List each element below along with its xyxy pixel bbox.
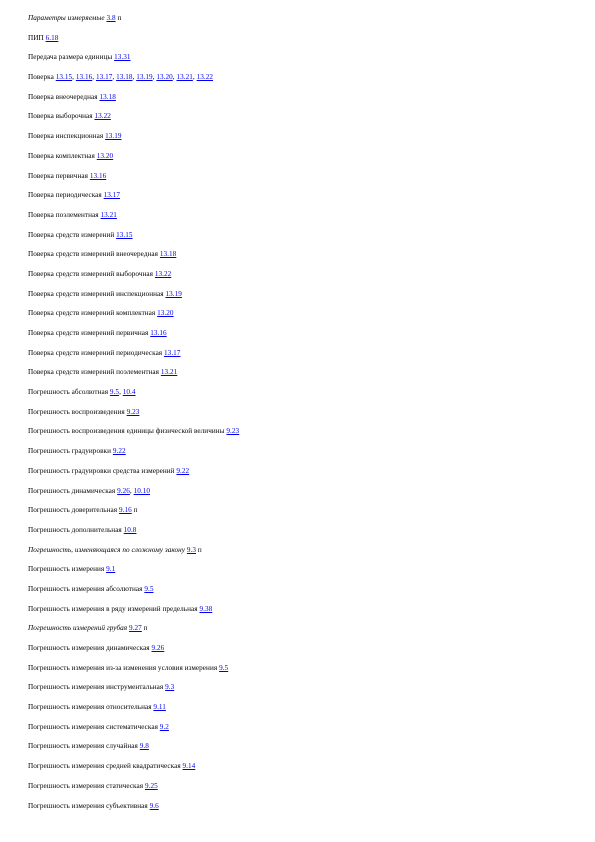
section-ref-link[interactable]: 13.16 [75, 73, 93, 82]
index-term: Погрешность измерения средней квадратическая [28, 762, 181, 771]
index-term: Погрешность измерения относительная [28, 703, 152, 712]
index-entry [28, 427, 588, 447]
section-ref-link[interactable]: 10.4 [122, 388, 136, 397]
section-ref-link[interactable]: 13.17 [164, 348, 181, 357]
section-ref-link[interactable]: 9.1 [106, 565, 116, 574]
index-entry [28, 73, 588, 93]
ref-separator: , [119, 388, 123, 397]
index-term: Передача размера единицы [28, 53, 113, 62]
index-term: Поверка средств измерений комплектная [28, 309, 156, 318]
index-term: Погрешность измерения случайная [28, 742, 138, 751]
index-term: Погрешность измерений грубая [28, 624, 128, 633]
index-entry [28, 585, 588, 605]
note-marker: п [141, 624, 148, 633]
index-entry [28, 132, 588, 152]
index-entry [28, 34, 588, 54]
index-entry [28, 329, 588, 349]
index-entry [28, 93, 588, 113]
section-ref-link[interactable]: 9.22 [112, 447, 126, 456]
index-term: Поверка первичная [28, 171, 88, 180]
section-ref-link[interactable]: 13.18 [159, 250, 177, 259]
index-entry [28, 526, 588, 546]
section-ref-link[interactable]: 13.20 [156, 73, 173, 82]
section-ref-link[interactable]: 9.3 [165, 683, 175, 692]
index-term: Поверка средств измерений периодическая [28, 348, 163, 357]
index-entry [28, 447, 588, 467]
index-entry [28, 250, 588, 270]
section-ref-link[interactable]: 13.18 [99, 92, 116, 101]
index-term: Погрешность измерения [28, 565, 105, 574]
index-entry [28, 565, 588, 585]
section-ref-link[interactable]: 9.8 [139, 742, 149, 751]
section-ref-link[interactable]: 9.38 [199, 604, 213, 613]
index-term: Погрешность измерения динамическая [28, 644, 150, 652]
index-entry [28, 172, 588, 192]
index-term: Параметры измеряемые [28, 14, 105, 22]
index-term: Поверка [28, 73, 54, 82]
index-entry [28, 487, 588, 507]
index-term: Погрешность доверительная [28, 506, 118, 515]
section-ref-link[interactable]: 9.26 [117, 486, 130, 495]
note-marker: п [115, 14, 122, 22]
section-ref-link[interactable]: 9.27 [129, 624, 142, 633]
index-term: Погрешность измерения статическая [28, 781, 144, 790]
index-entry [28, 191, 588, 211]
section-ref-link[interactable]: 9.16 [118, 506, 132, 515]
ref-separator: , [172, 73, 177, 82]
index-term: Погрешность измерения субъективная [28, 801, 148, 810]
section-ref-link[interactable]: 13.19 [136, 73, 153, 82]
index-entry [28, 211, 588, 231]
index-term: Поверка средств измерений поэлементная [28, 368, 160, 377]
section-ref-link[interactable]: 13.15 [116, 230, 133, 239]
index-entry [28, 742, 588, 762]
index-term: Погрешность измерения абсолютная [28, 584, 143, 593]
section-ref-link[interactable]: 13.15 [55, 73, 73, 82]
term-index-list [28, 14, 588, 821]
section-ref-link[interactable]: 10.10 [133, 486, 151, 495]
index-term: Поверка внеочередная [28, 92, 98, 101]
section-ref-link[interactable]: 9.11 [153, 703, 166, 712]
index-term: Погрешность воспроизведения [28, 407, 125, 416]
index-term: Поверка средств измерений выборочная [28, 269, 154, 278]
section-ref-link[interactable]: 13.19 [165, 289, 182, 298]
section-ref-link[interactable]: 13.20 [96, 151, 114, 160]
section-ref-link[interactable]: 9.23 [126, 407, 140, 416]
ref-separator: , [132, 73, 137, 82]
section-ref-link[interactable]: 9.5 [109, 388, 120, 397]
section-ref-link[interactable]: 9.3 [186, 545, 197, 554]
section-ref-link[interactable]: 9.6 [149, 801, 159, 810]
index-term: Погрешность динамическая [28, 486, 116, 495]
section-ref-link[interactable]: 13.20 [157, 309, 174, 318]
section-ref-link[interactable]: 6.18 [45, 33, 59, 42]
section-ref-link[interactable]: 13.21 [100, 210, 117, 219]
index-term: Поверка средств измерений внеочередная [28, 250, 159, 259]
index-term: Погрешность, изменяющаяся по сложному закону [28, 545, 186, 554]
note-marker: п [131, 506, 138, 515]
index-entry [28, 270, 588, 290]
ref-separator: , [112, 73, 117, 82]
section-ref-link[interactable]: 10.8 [123, 525, 137, 534]
index-term: Поверка комплектная [28, 151, 95, 160]
index-entry [28, 605, 588, 625]
index-entry [28, 290, 588, 310]
index-entry [28, 14, 588, 34]
index-term: Поверка средств измерений инспекционная [28, 289, 164, 298]
index-term: Поверка средств измерений первичная [28, 329, 149, 337]
index-term: Погрешность градуировки средства измерений [28, 466, 175, 475]
section-ref-link[interactable]: 9.5 [219, 663, 229, 672]
index-term: ПИП [28, 33, 44, 42]
index-term: Погрешность измерения инструментальная [28, 683, 164, 692]
index-entry [28, 467, 588, 487]
index-entry [28, 349, 588, 369]
index-term: Погрешность измерения в ряду измерений предельная [28, 604, 198, 613]
section-ref-link[interactable]: 13.17 [95, 73, 113, 82]
index-entry [28, 388, 588, 408]
index-term: Поверка средств измерений [28, 230, 115, 239]
section-ref-link[interactable]: 13.18 [116, 73, 133, 82]
section-ref-link[interactable]: 13.22 [154, 269, 172, 278]
index-term: Погрешность градуировки [28, 447, 111, 456]
index-term: Погрешность абсолютная [28, 388, 109, 397]
index-term: Поверка выборочная [28, 112, 93, 121]
index-term: Погрешность дополнительная [28, 525, 122, 534]
index-entry [28, 703, 588, 723]
index-term: Поверка периодическая [28, 191, 102, 200]
index-entry [28, 802, 588, 822]
index-entry [28, 368, 588, 388]
section-ref-link[interactable]: 13.22 [196, 73, 213, 82]
section-ref-link[interactable]: 13.21 [160, 368, 178, 377]
ref-separator: , [192, 73, 197, 82]
index-entry [28, 152, 588, 172]
section-ref-link[interactable]: 13.16 [89, 171, 107, 180]
section-ref-link[interactable]: 13.17 [103, 191, 121, 200]
section-ref-link[interactable]: 9.5 [144, 584, 154, 593]
section-ref-link[interactable]: 3.8 [106, 14, 116, 22]
index-term: Погрешность воспроизведения единицы физической величины [28, 427, 225, 436]
section-ref-link[interactable]: 13.31 [114, 53, 131, 62]
section-ref-link[interactable]: 9.26 [151, 644, 165, 652]
section-ref-link[interactable]: 9.2 [159, 722, 169, 731]
section-ref-link[interactable]: 13.16 [150, 329, 167, 337]
index-entry [28, 782, 588, 802]
index-entry [28, 624, 588, 644]
section-ref-link[interactable]: 9.23 [226, 427, 240, 436]
ref-separator: , [92, 73, 96, 82]
index-entry [28, 546, 588, 566]
ref-separator: , [129, 486, 134, 495]
index-term: Поверка инспекционная [28, 132, 104, 141]
index-entry [28, 723, 588, 743]
index-entry [28, 664, 588, 684]
index-entry [28, 231, 588, 251]
index-entry [28, 53, 588, 73]
index-entry [28, 408, 588, 428]
index-entry [28, 112, 588, 132]
section-ref-link[interactable]: 9.14 [182, 762, 196, 771]
note-marker: п [196, 545, 202, 554]
index-term: Погрешность измерения систематическая [28, 722, 158, 731]
section-ref-link[interactable]: 13.22 [94, 112, 111, 121]
section-ref-link[interactable]: 9.25 [144, 781, 158, 790]
index-entry [28, 683, 588, 703]
ref-separator: , [72, 73, 76, 82]
section-ref-link[interactable]: 13.21 [176, 73, 193, 82]
index-entry [28, 309, 588, 329]
ref-separator: , [152, 73, 157, 82]
index-term: Поверка поэлементная [28, 210, 99, 219]
section-ref-link[interactable]: 9.22 [176, 466, 190, 475]
index-term: Погрешность измерения из-за изменения условия измерения [28, 663, 218, 672]
index-entry [28, 762, 588, 782]
index-entry [28, 506, 588, 526]
index-entry [28, 644, 588, 664]
section-ref-link[interactable]: 13.19 [105, 132, 122, 141]
